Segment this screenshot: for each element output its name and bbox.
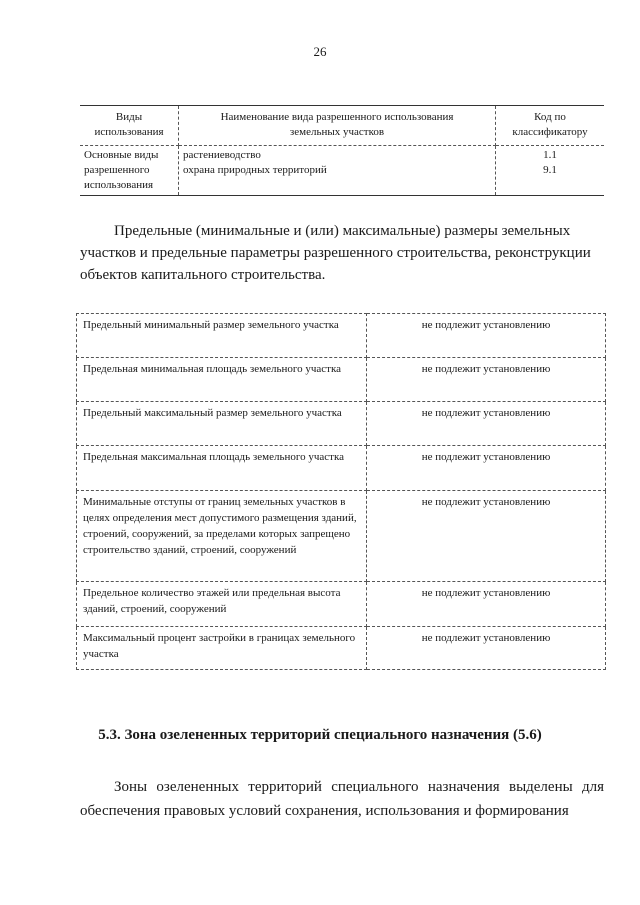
param-label: Предельная минимальная площадь земельного участка (77, 358, 367, 402)
param-label: Максимальный процент застройки в границах земельного участка (77, 627, 367, 670)
param-label: Предельное количество этажей или предельная высота зданий, строений, сооружений (77, 582, 367, 627)
table-row (77, 627, 606, 670)
param-value: не подлежит установлению (367, 314, 606, 358)
permitted-use-table (80, 105, 604, 196)
header-use-name: Наименование вида разрешенного использования земельных участков (179, 106, 496, 146)
param-label: Минимальные отступы от границ земельных участков в целях определения мест допустимого размещения зданий, строений, сооружений, за пределами которых запрещено строительство зданий, строений, сооружений (77, 491, 367, 582)
param-value: не подлежит установлению (367, 627, 606, 670)
page-number: 26 (313, 44, 327, 59)
param-value: не подлежит установлению (367, 446, 606, 491)
use-category: Основные виды разрешенного использования (80, 146, 179, 196)
table-row (80, 146, 604, 196)
table-row (77, 314, 606, 358)
param-value: не подлежит установлению (367, 402, 606, 446)
table-row (77, 491, 606, 582)
table-row (77, 358, 606, 402)
intro-paragraph: Предельные (минимальные и (или) максимальные) размеры земельных участков и предельные параметры разрешенного строительства, реконструкции объектов капитального строительства. (80, 223, 591, 283)
parameters-table (76, 313, 606, 670)
table-header-row (80, 106, 604, 146)
param-label: Предельная максимальная площадь земельного участка (77, 446, 367, 491)
table-row (77, 446, 606, 491)
use-codes: 1.1 9.1 (496, 146, 605, 196)
table-row (77, 582, 606, 627)
section-paragraph: Зоны озелененных территорий специального назначения выделены для обеспечения правовых условий сохранения, использования и формирования (80, 779, 604, 819)
use-names: растениеводство охрана природных территорий (179, 146, 496, 196)
param-value: не подлежит установлению (367, 582, 606, 627)
param-value: не подлежит установлению (367, 491, 606, 582)
header-use-types: Виды использования (80, 106, 179, 146)
section-heading: 5.3. Зона озелененных территорий специального назначения (5.6) (98, 727, 542, 743)
table-row (77, 402, 606, 446)
header-classifier-code: Код по классификатору (496, 106, 605, 146)
param-label: Предельный минимальный размер земельного участка (77, 314, 367, 358)
param-label: Предельный максимальный размер земельного участка (77, 402, 367, 446)
param-value: не подлежит установлению (367, 358, 606, 402)
